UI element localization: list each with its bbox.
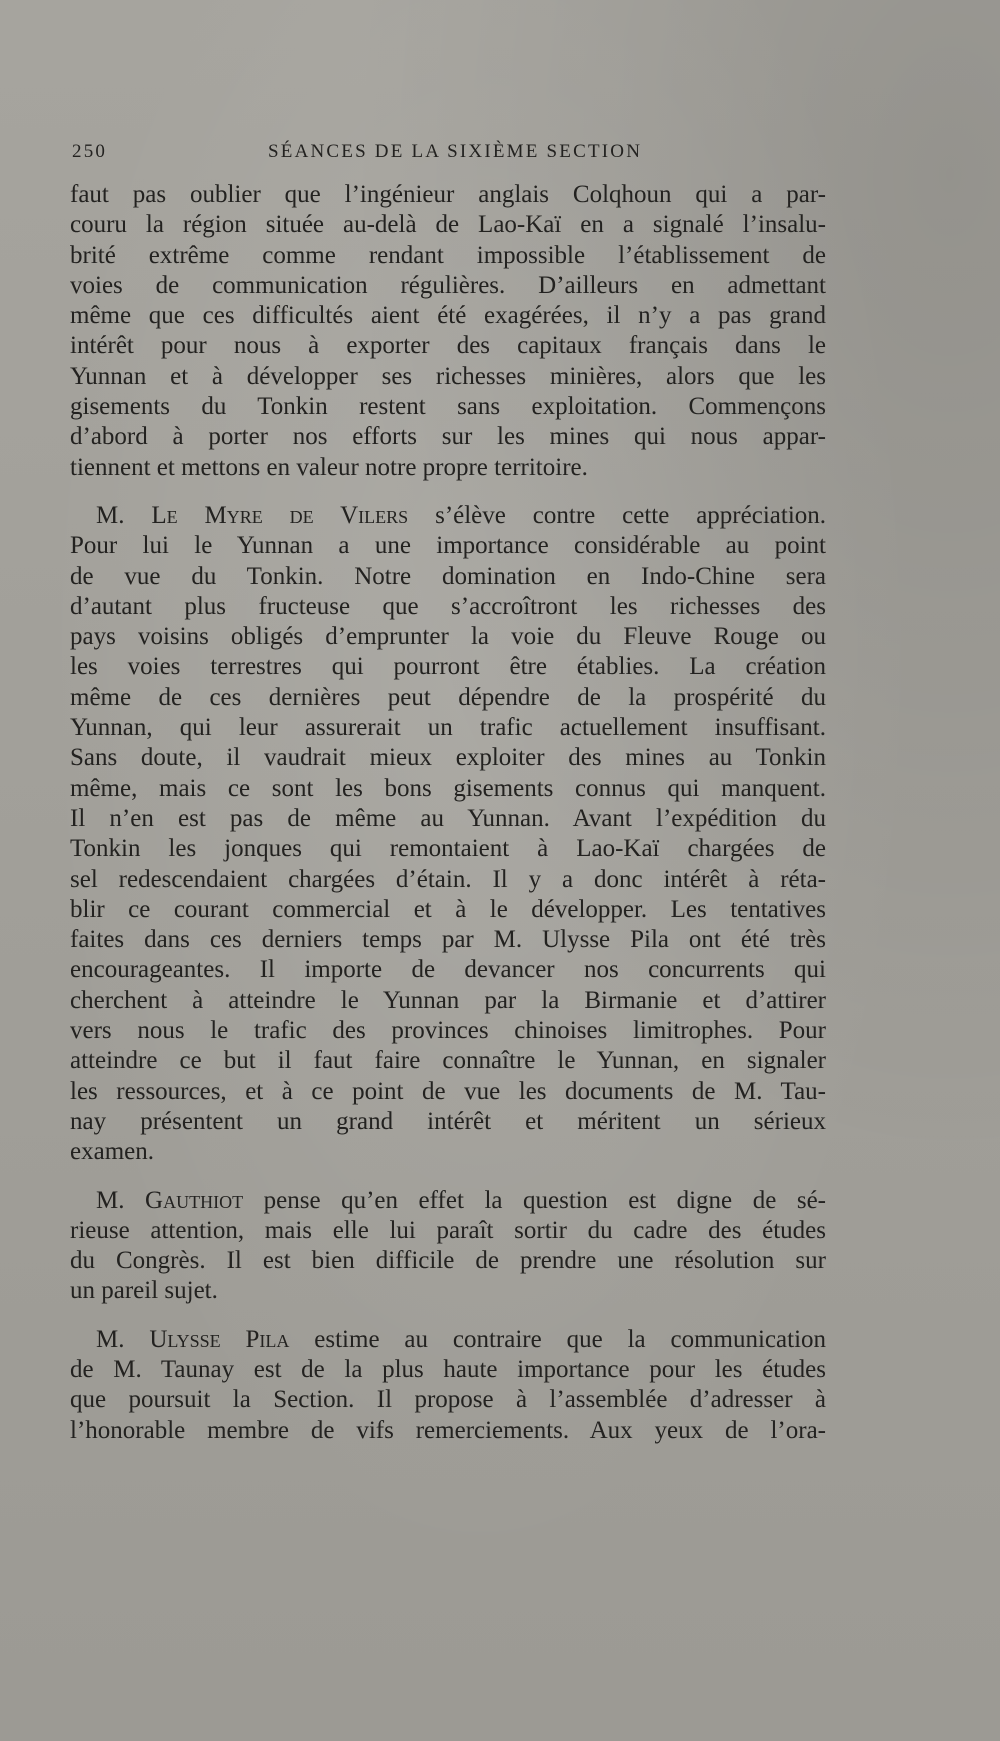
text-line: les ressources, et à ce point de vue les documents de M. Tau-: [70, 1077, 826, 1105]
text-line: brité extrême comme rendant impossible l’établissement de: [70, 241, 826, 269]
text-line: Yunnan, qui leur assurerait un trafic actuellement insuffisant.: [70, 714, 826, 742]
line-text: s’élève contre cette appréciation.: [408, 501, 827, 529]
text-line: atteindre ce but il faut faire connaître le Yunnan, en signaler: [70, 1047, 826, 1075]
text-line: vers nous le trafic des provinces chinoises limitrophes. Pour: [70, 1017, 826, 1045]
text-line: tiennent et mettons en valeur notre propre territoire.: [70, 453, 588, 481]
speaker-name: Gauthiot: [145, 1186, 244, 1214]
text-line: encourageantes. Il importe de devancer nos concurrents qui: [70, 956, 826, 984]
text-line: nay présentent un grand intérêt et méritent un sérieux: [70, 1107, 826, 1135]
text-line: voies de communication régulières. D’ailleurs en admettant: [70, 271, 826, 299]
text-line: rieuse attention, mais elle lui paraît sortir du cadre des études: [70, 1216, 826, 1244]
paragraph-4: [70, 1325, 826, 1446]
line-text: estime au contraire que la communication: [289, 1325, 827, 1353]
text-line: [70, 501, 826, 531]
line-text: pense qu’en effet la question est digne de sé-: [243, 1186, 826, 1214]
body-text: [70, 180, 826, 1446]
speaker-name: Ulysse Pila: [149, 1325, 290, 1353]
text-line: du Congrès. Il est bien difficile de prendre une résolution sur: [70, 1247, 826, 1275]
text-line: faites dans ces derniers temps par M. Ulysse Pila ont été très: [70, 926, 826, 954]
text-line: d’abord à porter nos efforts sur les mines qui nous appar-: [70, 423, 826, 451]
text-line: faut pas oublier que l’ingénieur anglais Colqhoun qui a par-: [70, 181, 826, 208]
text-line: [70, 1186, 826, 1216]
text-line: Yunnan et à développer ses richesses minières, alors que les: [70, 362, 826, 390]
speaker-prefix: M.: [96, 1325, 150, 1353]
text-line: Sans doute, il vaudrait mieux exploiter des mines au Tonkin: [70, 744, 826, 772]
paragraph-2: [70, 501, 826, 1168]
text-line: Tonkin les jonques qui remontaient à Lao-Kaï chargées de: [70, 835, 826, 863]
running-head: [72, 141, 832, 171]
text-line: intérêt pour nous à exporter des capitaux français dans le: [70, 332, 826, 360]
text-line: même, mais ce sont les bons gisements connus qui manquent.: [70, 774, 826, 802]
text-line: pays voisins obligés d’emprunter la voie du Fleuve Rouge ou: [70, 623, 826, 651]
paragraph-3: [70, 1186, 826, 1307]
text-line: l’honorable membre de vifs remerciements. Aux yeux de l’ora-: [70, 1416, 826, 1444]
page-number: 250: [72, 141, 108, 162]
text-line: [70, 1325, 826, 1355]
text-line: d’autant plus fructeuse que s’accroîtront les richesses des: [70, 592, 826, 620]
text-line: examen.: [70, 1138, 154, 1166]
speaker-prefix: M.: [96, 501, 152, 529]
text-line: un pareil sujet.: [70, 1277, 218, 1305]
text-line: que poursuit la Section. Il propose à l’assemblée d’adresser à: [70, 1386, 826, 1414]
text-line: Il n’en est pas de même au Yunnan. Avant l’expédition du: [70, 804, 826, 832]
text-line: les voies terrestres qui pourront être établies. La création: [70, 653, 826, 681]
text-line: Pour lui le Yunnan a une importance considérable au point: [70, 532, 826, 560]
text-line: de M. Taunay est de la plus haute importance pour les études: [70, 1355, 826, 1383]
text-line: couru la région située au-delà de Lao-Kaï en a signalé l’insalu-: [70, 211, 826, 239]
text-line: sel redescendaient chargées d’étain. Il y a donc intérêt à réta-: [70, 865, 826, 893]
speaker-name: Le Myre de Vilers: [151, 501, 409, 529]
paragraph-1: [70, 180, 826, 483]
text-line: blir ce courant commercial et à le développer. Les tentatives: [70, 895, 826, 923]
running-head-title: SÉANCES DE LA SIXIÈME SECTION: [268, 141, 643, 162]
speaker-prefix: M.: [96, 1186, 146, 1214]
text-line: même que ces difficultés aient été exagérées, il n’y a pas grand: [70, 302, 826, 330]
text-line: cherchent à atteindre le Yunnan par la Birmanie et d’attirer: [70, 986, 826, 1014]
text-line: gisements du Tonkin restent sans exploitation. Commençons: [70, 393, 826, 421]
text-line: de vue du Tonkin. Notre domination en Indo-Chine sera: [70, 562, 826, 590]
text-line: même de ces dernières peut dépendre de la prospérité du: [70, 683, 826, 711]
